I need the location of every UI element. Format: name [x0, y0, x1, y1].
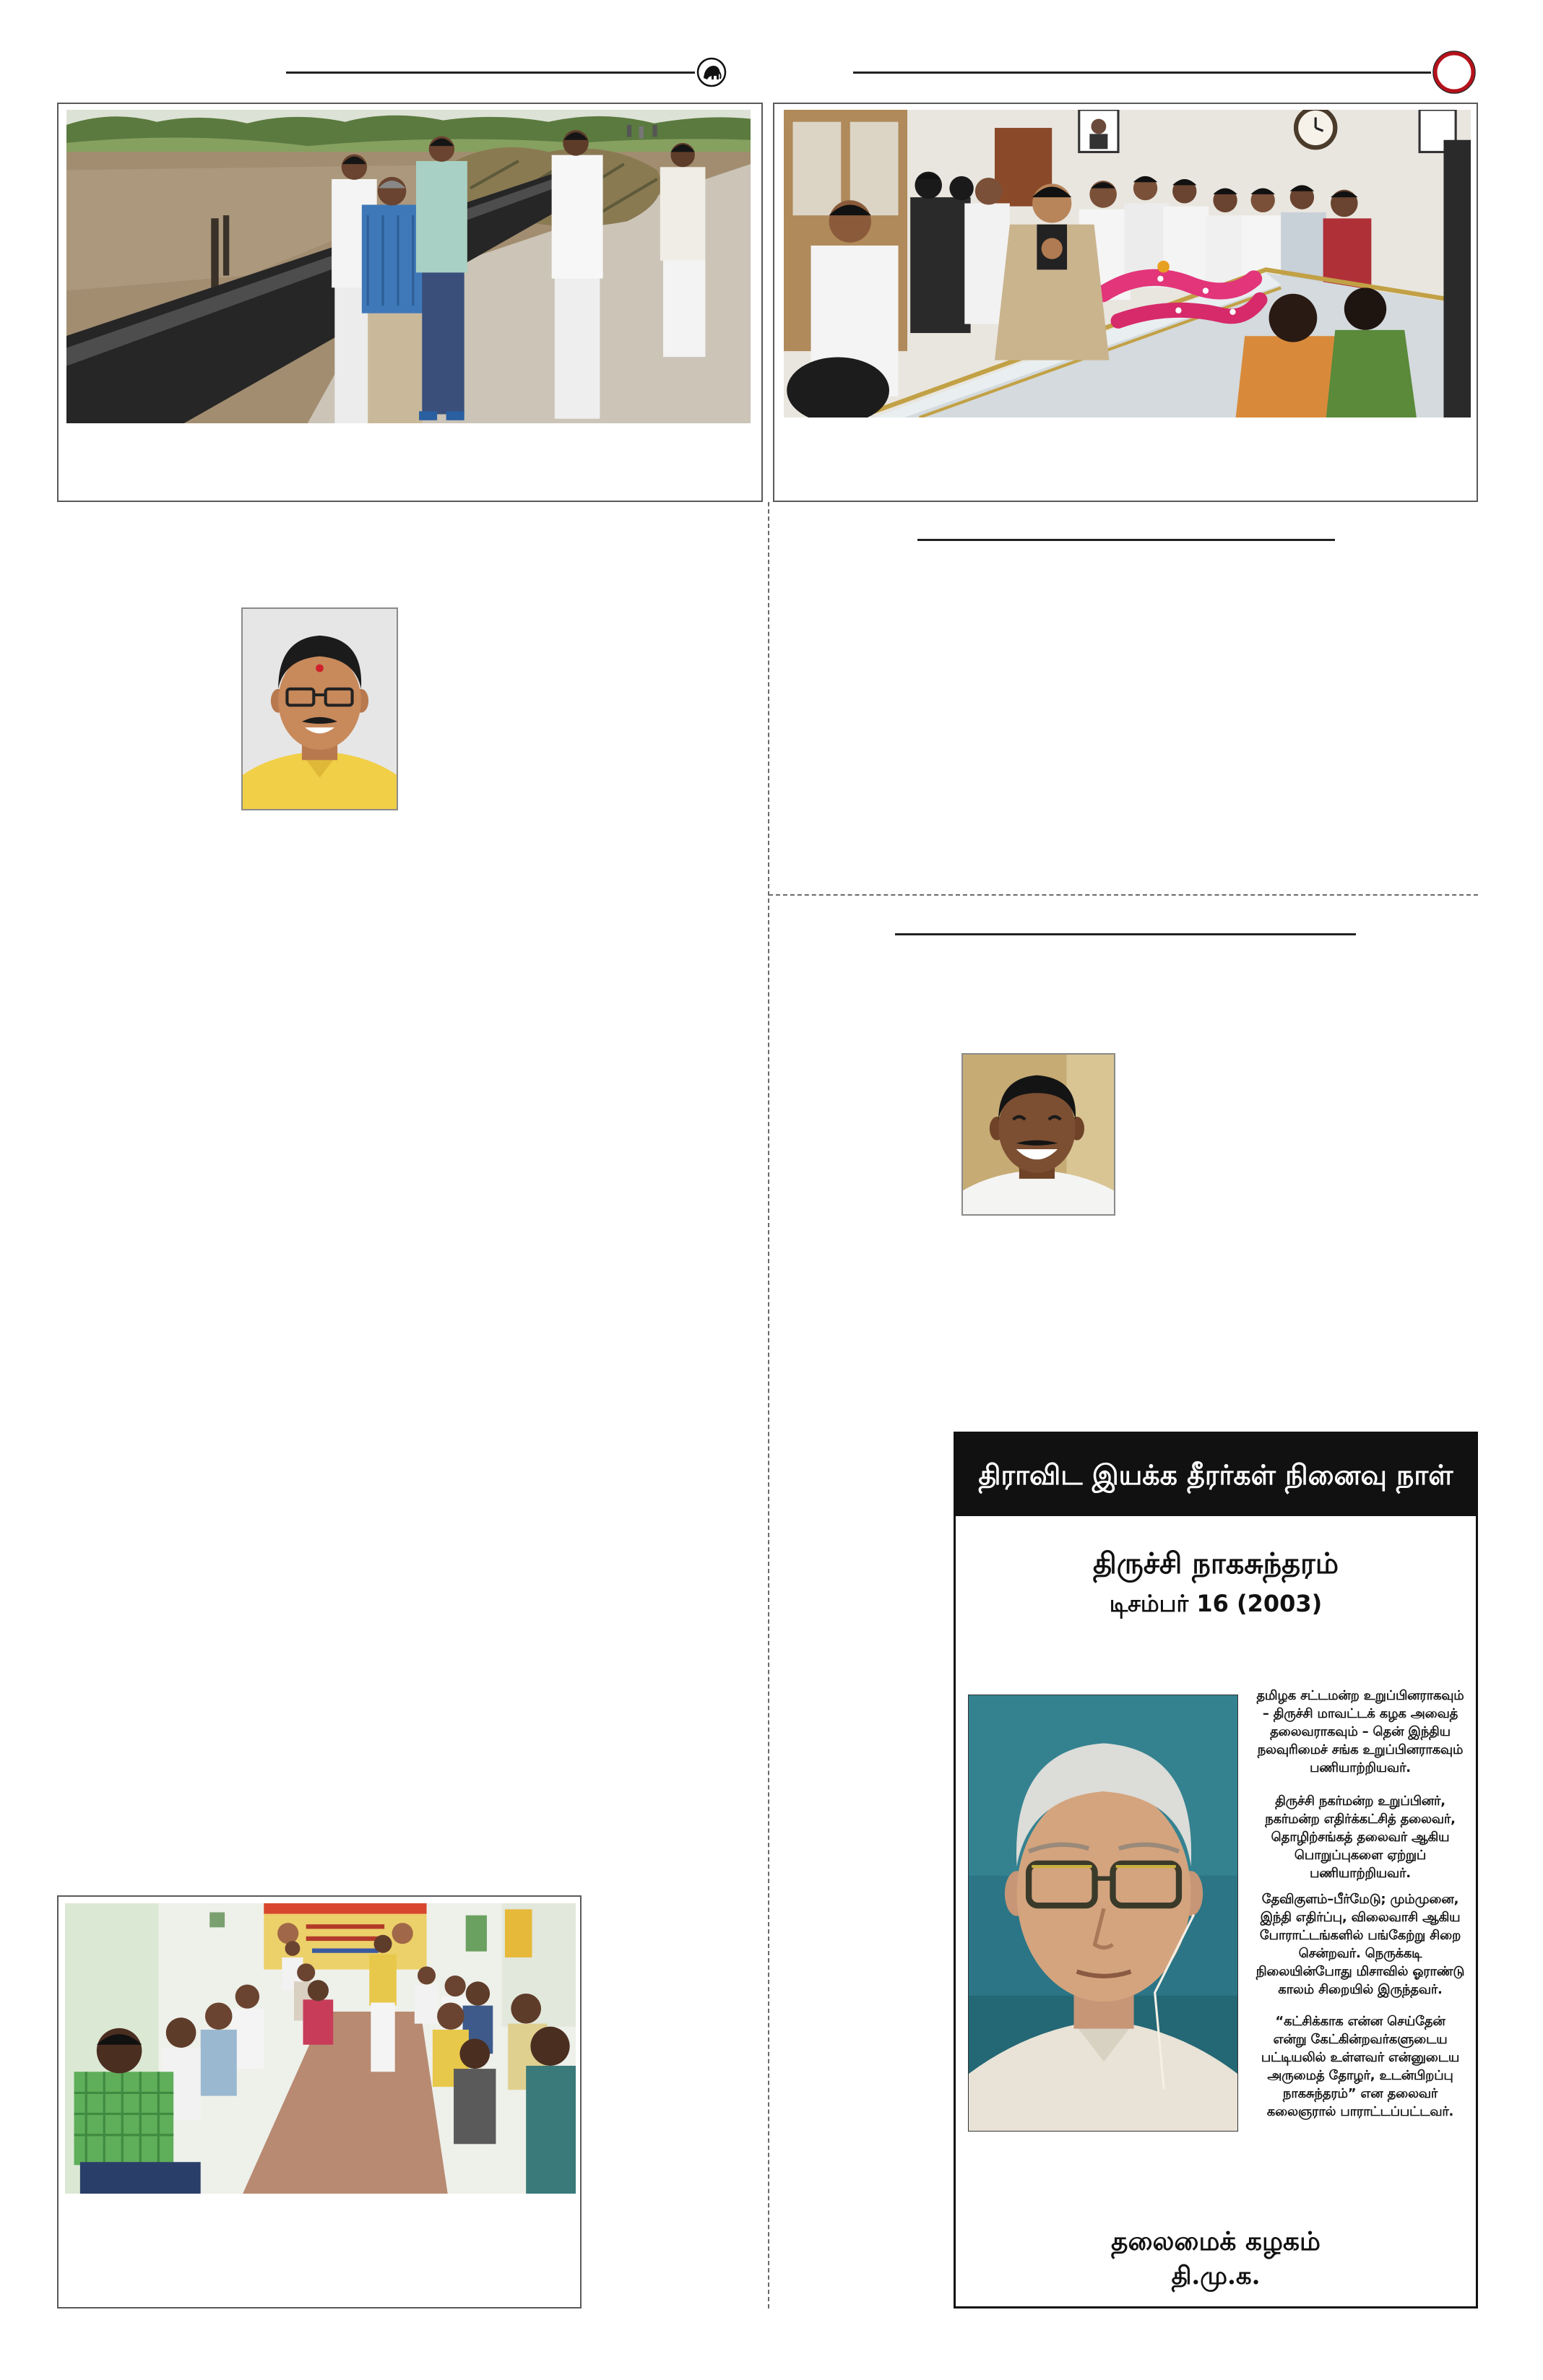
memorial-paragraph-4: “கட்சிக்காக என்ன செய்தேன் என்று கேட்கின்றவர்களுடைய பட்டியலில் உள்ளவர் என்னுடைய அருமைத் தோழர், உடன்பிறப்பு நாகசுந்தரம்” என தலைவர் கலைஞரால் பாராட்டப்பட்டவர். — [1261, 2014, 1460, 2119]
section-divider-right — [769, 894, 1478, 896]
camera-person — [1443, 140, 1471, 417]
standing-speaker — [369, 1935, 397, 2072]
section-rule-right-1 — [917, 539, 1335, 541]
header-rule-right — [853, 72, 1431, 74]
red-ring-icon — [1431, 49, 1477, 95]
section-rule-right-2 — [895, 933, 1356, 935]
person-figure — [416, 137, 467, 420]
person-figure — [552, 130, 603, 419]
portrait-man-white-shirt — [961, 1053, 1115, 1216]
memorial-paragraph-2: திருச்சி நகர்மன்ற உறுப்பினர், நகர்மன்ற எதிர்க்கட்சித் தலைவர், தொழிற்சங்கத் தலைவர் ஆகிய பொறுப்புகளை ஏற்றுப் பணியாற்றியவர். — [1265, 1793, 1456, 1881]
photo-box-meeting — [57, 1895, 582, 2308]
memorial-name: திருச்சி நாகசுந்தரம் — [1092, 1547, 1339, 1580]
person-figure — [660, 143, 706, 357]
wall-clock — [1296, 110, 1335, 147]
memorial-footer-org: தலைமைக் கழகம் — [1111, 2226, 1321, 2256]
memorial-footer-party: தி.மு.க. — [1171, 2262, 1261, 2290]
photo-tribute — [784, 110, 1471, 417]
memorial-date: டிசம்பர் 16 (2003) — [1109, 1590, 1323, 1617]
memorial-header: திராவிட இயக்க தீரர்கள் நினைவு நாள் — [956, 1434, 1476, 1516]
column-divider — [768, 502, 769, 2308]
photo-meeting — [65, 1903, 576, 2194]
memorial-paragraph-1: தமிழக சட்டமன்ற உறுப்பினராகவும் – திருச்சி மாவட்டக் கழக அவைத் தலைவராகவும் – தென் இந்திய நலவுரிமைச் சங்க உறுப்பினராகவும் பணியாற்றியவர். — [1256, 1688, 1464, 1775]
photo-flood-inspection — [66, 110, 751, 423]
wall-portrait-frame — [1079, 110, 1118, 152]
memorial-paragraph-3: தேவிகுளம்–பீர்மேடு; மும்முனை, இந்தி எதிர்ப்பு, விலைவாசி ஆகிய போராட்டங்களில் பங்கேற்று சிறை சென்றவர். நெருக்கடி நிலையின்போது மிசாவில் ஓராண்டு காலம் சிறையில் இருந்தவர். — [1255, 1892, 1465, 1997]
memorial-notice — [954, 1432, 1478, 2308]
party-emblem-icon — [696, 57, 727, 87]
memorial-portrait — [968, 1695, 1238, 2132]
photo-box-flood-inspection — [57, 103, 763, 502]
portrait-man-yellow-shirt — [241, 607, 398, 810]
header-rule-left — [286, 72, 695, 74]
distant-people — [627, 125, 657, 139]
photo-box-tribute — [773, 103, 1478, 502]
